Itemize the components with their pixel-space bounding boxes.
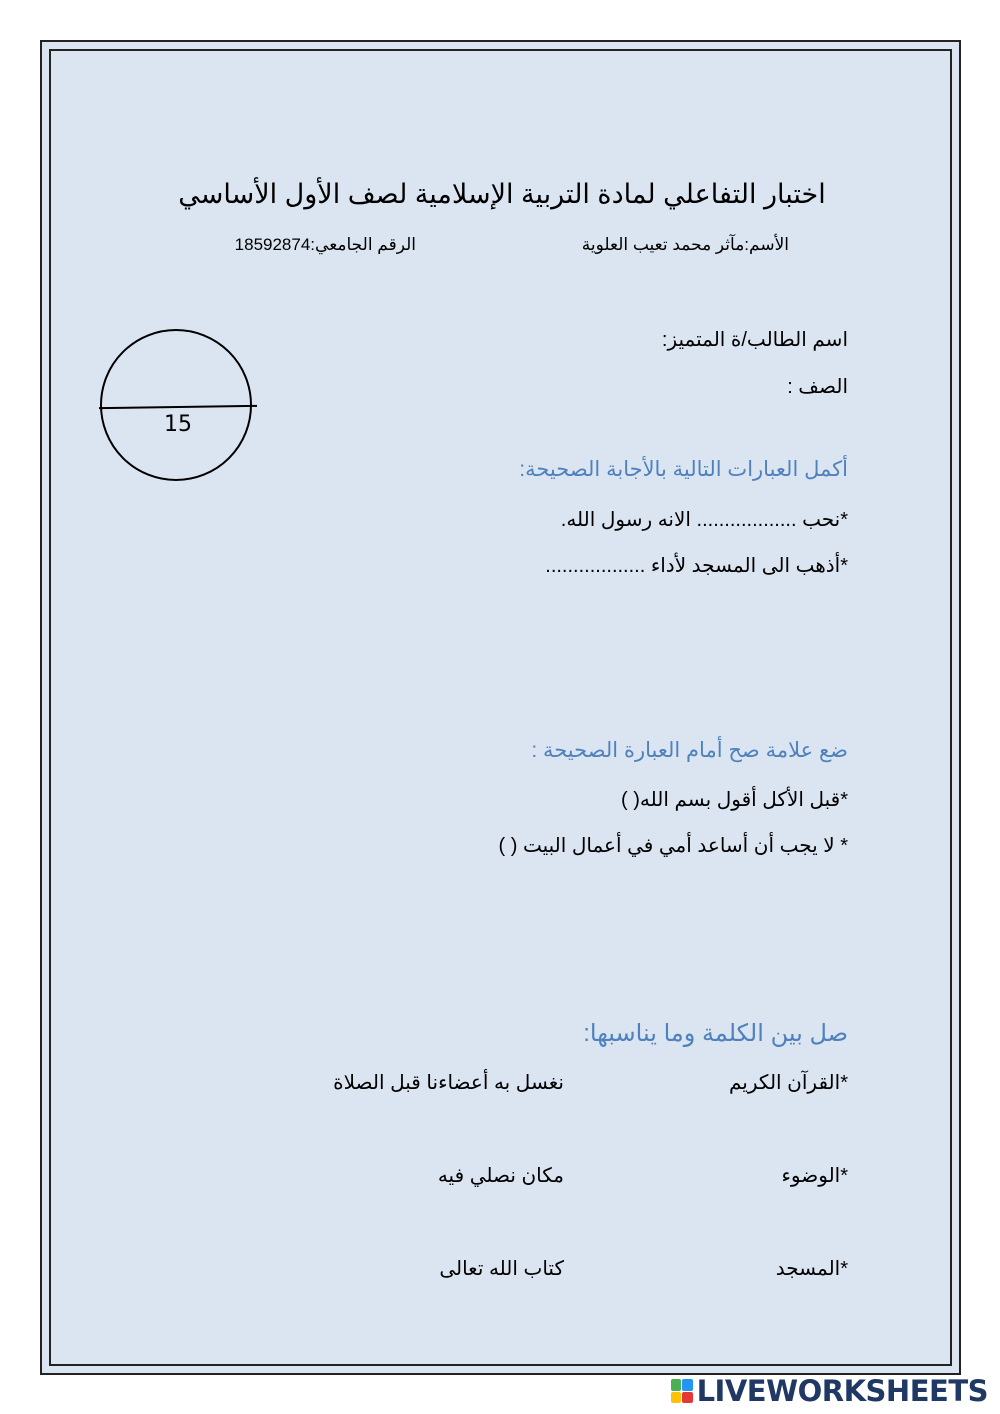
university-id: الرقم الجامعي:18592874: [234, 235, 416, 254]
fill-in-heading: أكمل العبارات التالية بالأجابة الصحيحة:: [519, 458, 848, 481]
match-word-2[interactable]: *الوضوء: [781, 1165, 848, 1187]
liveworksheets-logo: [671, 1375, 988, 1407]
liveworksheets-icon: [671, 1379, 693, 1403]
match-word-3[interactable]: *المسجد: [775, 1258, 848, 1280]
match-meaning-1[interactable]: نغسل به أعضاءنا قبل الصلاة: [333, 1072, 564, 1094]
matching-heading: صل بين الكلمة وما يناسبها:: [583, 1020, 848, 1047]
brand-text: LIVEWORKSHEETS: [696, 1374, 988, 1408]
score-value: 15: [164, 412, 192, 437]
worksheet-title: اختبار التفاعلي لمادة التربية الإسلامية لصف الأول الأساسي: [178, 179, 826, 209]
fill-in-item-1[interactable]: *نحب .................. الانه رسول الله.: [560, 509, 848, 531]
match-meaning-2[interactable]: مكان نصلي فيه: [437, 1165, 564, 1187]
true-false-item-1[interactable]: *قبل الأكل أقول بسم الله( ): [621, 789, 848, 811]
worksheet-page: [40, 40, 961, 1375]
author-name: الأسم:مآثر محمد تعيب العلوية: [581, 235, 789, 254]
student-name-field[interactable]: اسم الطالب/ة المتميز:: [661, 329, 848, 351]
true-false-item-2[interactable]: * لا يجب أن أساعد أمي في أعمال البيت ( ): [498, 835, 848, 857]
class-field[interactable]: الصف :: [787, 376, 848, 398]
match-word-1[interactable]: *القرآن الكريم: [729, 1072, 848, 1094]
true-false-heading: ضع علامة صح أمام العبارة الصحيحة :: [531, 739, 848, 762]
fill-in-item-2[interactable]: *أذهب الى المسجد لأداء ..................: [545, 555, 848, 577]
match-meaning-3[interactable]: كتاب الله تعالى: [439, 1258, 564, 1280]
